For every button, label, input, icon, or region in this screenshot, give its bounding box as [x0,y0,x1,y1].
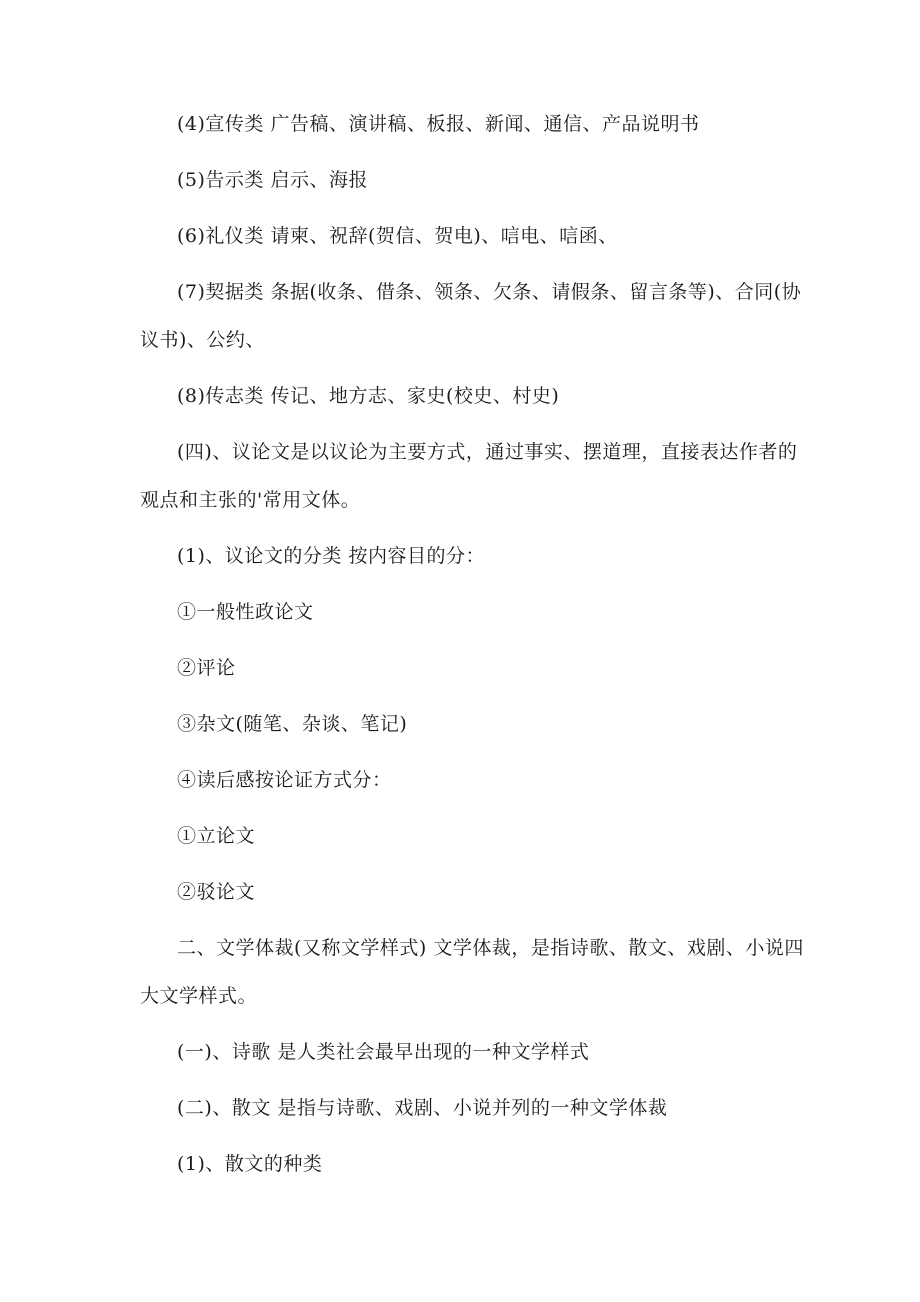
text-line: (4)宣传类 广告稿、演讲稿、板报、新闻、通信、产品说明书 [177,113,700,135]
text-line: (1)、散文的种类 [177,1153,323,1175]
text-line: ①一般性政论文 [177,601,314,623]
text-line: ②评论 [177,657,236,679]
text-line: 观点和主张的'常用文体。 [140,489,361,511]
text-line: (四)、议论文是以议论为主要方式，通过事实、摆道理，直接表达作者的 [177,441,798,463]
text-line: (8)传志类 传记、地方志、家史(校史、村史) [177,385,560,407]
text-line: (二)、散文 是指与诗歌、戏剧、小说并列的一种文学体裁 [177,1097,668,1119]
text-line: ③杂文(随笔、杂谈、笔记) [177,713,408,735]
text-line: 大文学样式。 [140,985,258,1007]
text-line: 议书)、公约、 [140,329,265,351]
text-line: (一)、诗歌 是人类社会最早出现的一种文学样式 [177,1041,590,1063]
text-line: ④读后感按论证方式分： [177,769,392,791]
text-line: ①立论文 [177,825,256,847]
text-line: (5)告示类 启示、海报 [177,169,368,191]
text-line: (6)礼仪类 请柬、祝辞(贺信、贺电)、唁电、唁函、 [177,225,618,247]
text-line: (7)契据类 条据(收条、借条、领条、欠条、请假条、留言条等)、合同(协 [177,281,802,303]
text-line: ②驳论文 [177,881,256,903]
text-line: (1)、议论文的分类 按内容目的分： [177,545,485,567]
text-line: 二、文学体裁(又称文学样式) 文学体裁，是指诗歌、散文、戏剧、小说四 [177,937,804,959]
